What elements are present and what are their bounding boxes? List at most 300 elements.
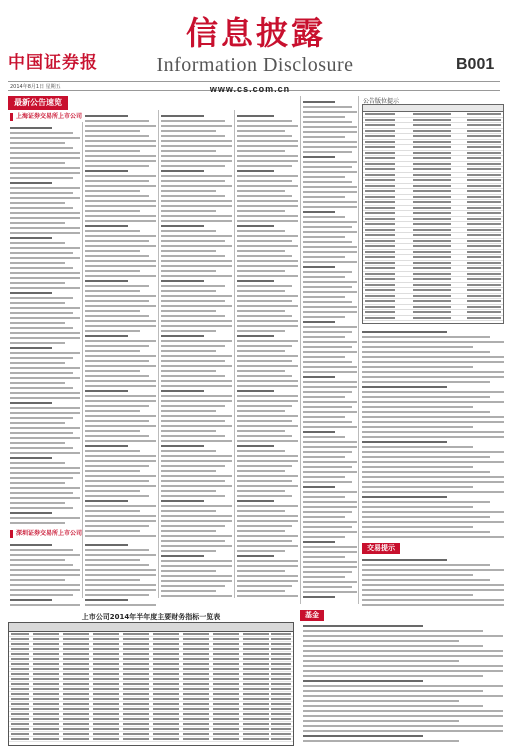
text-line: [10, 579, 65, 581]
text-line: [10, 544, 52, 546]
text-line: [303, 196, 345, 198]
text-line: [303, 735, 423, 737]
page-title: 信息披露: [186, 14, 327, 52]
text-line: [362, 371, 504, 373]
table-cell: [33, 713, 59, 715]
index-cell: [467, 168, 501, 170]
text-line: [237, 350, 285, 352]
text-line: [85, 140, 156, 142]
text-line: [10, 457, 52, 459]
text-line: [10, 247, 80, 249]
table-cell: [63, 668, 89, 670]
table-cell: [213, 713, 239, 715]
column-divider: [158, 110, 159, 598]
text-line: [85, 325, 156, 327]
section-header-shanghai: 上海证券交易所上市公司: [10, 113, 82, 121]
text-line: [10, 187, 80, 189]
text-line: [237, 425, 298, 427]
text-line: [303, 256, 345, 258]
text-line: [85, 345, 149, 347]
text-line: [10, 522, 65, 524]
table-cell: [33, 688, 59, 690]
text-line: [10, 227, 80, 229]
table-cell: [11, 648, 29, 650]
table-cell: [63, 633, 89, 635]
text-line: [237, 365, 298, 367]
text-line: [303, 491, 357, 493]
text-line: [85, 405, 149, 407]
table-cell: [153, 698, 179, 700]
text-line: [10, 422, 65, 424]
trade-tip-text: [362, 556, 504, 609]
table-cell: [11, 633, 29, 635]
text-line: [303, 241, 352, 243]
text-line: [161, 550, 216, 552]
table-cell: [63, 663, 89, 665]
text-line: [10, 417, 73, 419]
table-cell: [213, 643, 239, 645]
index-cell: [365, 251, 395, 253]
text-line: [161, 385, 232, 387]
text-line: [362, 491, 504, 493]
text-line: [85, 125, 156, 127]
text-line: [161, 540, 225, 542]
index-cell: [413, 218, 451, 220]
text-line: [237, 555, 274, 557]
financial-data-table: [8, 622, 294, 746]
text-line: [85, 330, 140, 332]
table-cell: [271, 673, 291, 675]
text-line: [161, 245, 232, 247]
text-line: [161, 315, 225, 317]
text-line: [161, 460, 232, 462]
text-line: [303, 680, 423, 682]
index-cell: [467, 141, 501, 143]
text-line: [303, 311, 357, 313]
section-header-shenzhen: 深圳证券交易所上市公司: [10, 530, 82, 538]
text-line: [10, 287, 80, 289]
text-line: [362, 584, 504, 586]
table-cell: [93, 708, 119, 710]
text-line: [303, 156, 335, 158]
table-cell: [183, 718, 209, 720]
table-cell: [33, 648, 59, 650]
index-cell: [413, 267, 451, 269]
text-line: [237, 440, 298, 442]
table-cell: [93, 713, 119, 715]
text-line: [85, 475, 156, 477]
text-line: [237, 170, 274, 172]
text-line: [161, 240, 225, 242]
text-line: [237, 505, 298, 507]
text-line: [303, 246, 357, 248]
table-cell: [243, 718, 269, 720]
text-line: [303, 635, 503, 637]
text-line: [303, 371, 357, 373]
text-line: [362, 471, 490, 473]
text-line: [303, 416, 345, 418]
text-line: [303, 576, 345, 578]
table-cell: [33, 698, 59, 700]
text-line: [237, 405, 292, 407]
index-cell: [365, 185, 395, 187]
text-line: [237, 180, 292, 182]
text-line: [237, 335, 274, 337]
table-cell: [63, 638, 89, 640]
text-line: [303, 116, 345, 118]
text-line: [237, 410, 285, 412]
table-cell: [243, 728, 269, 730]
index-cell: [467, 267, 501, 269]
text-line: [237, 580, 298, 582]
text-line: [362, 381, 490, 383]
text-line: [303, 506, 357, 508]
text-line: [303, 296, 345, 298]
text-line: [303, 236, 345, 238]
text-line: [362, 501, 490, 503]
text-line: [237, 540, 292, 542]
text-line: [303, 281, 357, 283]
text-line: [10, 554, 80, 556]
index-cell: [365, 218, 395, 220]
text-line: [161, 440, 232, 442]
text-line: [10, 192, 73, 194]
text-line: [85, 310, 140, 312]
text-line: [303, 341, 357, 343]
index-cell: [467, 135, 501, 137]
index-cell: [365, 119, 395, 121]
table-cell: [63, 693, 89, 695]
index-cell: [365, 234, 395, 236]
text-line: [237, 515, 298, 517]
text-line: [237, 385, 298, 387]
table-cell: [271, 703, 291, 705]
table-cell: [183, 688, 209, 690]
text-line: [161, 285, 225, 287]
text-line: [237, 400, 298, 402]
text-line: [161, 525, 225, 527]
table-cell: [11, 653, 29, 655]
text-line: [10, 327, 73, 329]
text-line: [10, 372, 73, 374]
text-line: [161, 305, 232, 307]
index-row: [363, 316, 503, 322]
table-cell: [11, 713, 29, 715]
text-line: [237, 565, 298, 567]
text-line: [303, 261, 357, 263]
text-line: [10, 282, 65, 284]
table-cell: [243, 648, 269, 650]
table-cell: [271, 678, 291, 680]
table-cell: [63, 643, 89, 645]
index-cell: [365, 163, 395, 165]
text-line: [161, 485, 232, 487]
text-line: [10, 232, 80, 234]
text-line: [85, 544, 128, 546]
table-cell: [243, 688, 269, 690]
table-cell: [123, 738, 149, 740]
table-cell: [93, 653, 119, 655]
text-line: [161, 325, 232, 327]
table-cell: [271, 693, 291, 695]
index-cell: [467, 295, 501, 297]
text-line: [161, 575, 232, 577]
website-link[interactable]: www.cs.com.cn: [209, 84, 291, 94]
index-cell: [467, 152, 501, 154]
table-cell: [153, 653, 179, 655]
text-line: [237, 340, 298, 342]
text-line: [237, 320, 298, 322]
text-line: [237, 115, 274, 117]
text-line: [303, 106, 352, 108]
article-column-2b: [85, 541, 156, 609]
text-line: [303, 411, 357, 413]
text-line: [237, 195, 292, 197]
table-cell: [11, 708, 29, 710]
text-line: [303, 221, 357, 223]
text-line: [237, 165, 292, 167]
text-line: [237, 205, 298, 207]
text-line: [303, 181, 352, 183]
text-line: [237, 145, 298, 147]
section-banner-latest: 最新公告速览: [8, 96, 68, 110]
table-cell: [271, 728, 291, 730]
text-line: [237, 530, 285, 532]
table-cell: [153, 633, 179, 635]
text-line: [85, 415, 156, 417]
text-line: [303, 321, 335, 323]
text-line: [161, 330, 216, 332]
table-cell: [243, 638, 269, 640]
text-line: [10, 402, 52, 404]
table-cell: [153, 658, 179, 660]
text-line: [362, 521, 504, 523]
table-cell: [63, 718, 89, 720]
text-line: [303, 251, 357, 253]
text-line: [85, 205, 156, 207]
text-line: [303, 481, 352, 483]
text-line: [10, 132, 73, 134]
text-line: [303, 625, 423, 627]
text-line: [10, 382, 65, 384]
table-cell: [33, 658, 59, 660]
index-cell: [467, 311, 501, 313]
text-line: [85, 554, 156, 556]
text-line: [237, 360, 292, 362]
text-line: [10, 604, 80, 606]
table-cell: [93, 658, 119, 660]
text-line: [237, 475, 298, 477]
table-cell: [11, 693, 29, 695]
table-cell: [183, 693, 209, 695]
text-line: [237, 560, 298, 562]
index-cell: [467, 306, 501, 308]
text-line: [85, 235, 156, 237]
index-cell: [467, 190, 501, 192]
text-line: [161, 510, 216, 512]
table-cell: [153, 688, 179, 690]
table-cell: [93, 698, 119, 700]
table-cell: [243, 693, 269, 695]
table-cell: [183, 733, 209, 735]
table-cell: [93, 678, 119, 680]
text-line: [10, 197, 80, 199]
text-line: [362, 431, 504, 433]
index-cell: [365, 223, 395, 225]
table-cell: [271, 718, 291, 720]
text-line: [303, 571, 352, 573]
text-line: [303, 486, 335, 488]
text-line: [303, 206, 357, 208]
text-line: [10, 277, 80, 279]
table-cell: [123, 708, 149, 710]
text-line: [161, 435, 225, 437]
text-line: [303, 366, 357, 368]
text-line: [161, 475, 232, 477]
index-cell: [467, 234, 501, 236]
text-line: [161, 200, 232, 202]
text-line: [10, 167, 80, 169]
text-line: [85, 485, 156, 487]
index-cell: [365, 311, 395, 313]
index-cell: [467, 223, 501, 225]
text-line: [303, 401, 357, 403]
text-line: [85, 170, 128, 172]
table-cell: [11, 663, 29, 665]
table-cell: [213, 648, 239, 650]
text-line: [303, 436, 345, 438]
table-cell: [213, 733, 239, 735]
index-cell: [413, 124, 451, 126]
text-line: [237, 140, 298, 142]
table-cell: [271, 713, 291, 715]
text-line: [161, 340, 232, 342]
index-title: 公告版位提示: [363, 98, 400, 105]
text-line: [303, 700, 459, 702]
table-cell: [271, 708, 291, 710]
table-cell: [33, 673, 59, 675]
table-cell: [153, 708, 179, 710]
index-cell: [413, 185, 451, 187]
index-cell: [413, 317, 451, 319]
text-line: [85, 385, 156, 387]
text-line: [161, 230, 216, 232]
text-line: [10, 507, 73, 509]
text-line: [10, 212, 80, 214]
text-line: [161, 445, 204, 447]
table-cell: [271, 688, 291, 690]
table-cell: [243, 733, 269, 735]
text-line: [161, 425, 232, 427]
text-line: [237, 445, 274, 447]
text-line: [10, 317, 80, 319]
text-line: [362, 604, 504, 606]
table-cell: [63, 673, 89, 675]
text-line: [161, 570, 216, 572]
index-cell: [365, 141, 395, 143]
text-line: [237, 230, 285, 232]
text-line: [85, 145, 156, 147]
table-cell: [123, 658, 149, 660]
text-line: [362, 411, 490, 413]
text-line: [237, 185, 298, 187]
text-line: [303, 695, 503, 697]
index-cell: [413, 190, 451, 192]
table-cell: [183, 698, 209, 700]
text-line: [85, 360, 149, 362]
text-line: [237, 265, 298, 267]
text-line: [303, 406, 352, 408]
table-cell: [33, 728, 59, 730]
text-line: [10, 332, 80, 334]
text-line: [362, 531, 490, 533]
index-cell: [467, 157, 501, 159]
text-line: [303, 161, 357, 163]
table-cell: [11, 683, 29, 685]
text-line: [10, 252, 73, 254]
text-line: [85, 430, 140, 432]
text-line: [362, 564, 490, 566]
table-cell: [153, 663, 179, 665]
text-line: [161, 405, 225, 407]
text-line: [10, 427, 80, 429]
text-line: [303, 151, 352, 153]
index-cell: [413, 207, 451, 209]
text-line: [10, 362, 65, 364]
index-cell: [365, 229, 395, 231]
text-line: [303, 171, 357, 173]
text-line: [85, 589, 156, 591]
text-line: [362, 461, 504, 463]
text-line: [85, 574, 156, 576]
table-cell: [153, 718, 179, 720]
text-line: [303, 226, 352, 228]
text-line: [85, 220, 156, 222]
text-line: [362, 386, 447, 388]
article-column-4: [237, 112, 298, 600]
text-line: [303, 511, 352, 513]
text-line: [85, 525, 149, 527]
text-line: [10, 412, 80, 414]
index-cell: [413, 273, 451, 275]
text-line: [10, 357, 73, 359]
table-cell: [243, 678, 269, 680]
text-line: [362, 341, 504, 343]
text-line: [161, 205, 232, 207]
table-cell: [11, 738, 29, 740]
text-line: [161, 260, 232, 262]
index-cell: [365, 317, 395, 319]
index-cell: [467, 130, 501, 132]
index-cell: [467, 256, 501, 258]
text-line: [161, 170, 204, 172]
text-line: [10, 217, 80, 219]
text-line: [85, 270, 140, 272]
index-cell: [467, 185, 501, 187]
text-line: [10, 447, 73, 449]
text-line: [10, 182, 52, 184]
index-cell: [413, 245, 451, 247]
table-cell: [271, 733, 291, 735]
text-line: [85, 210, 140, 212]
text-line: [303, 596, 335, 598]
text-line: [85, 500, 128, 502]
text-line: [161, 375, 225, 377]
table-cell: [271, 638, 291, 640]
text-line: [362, 376, 504, 378]
text-line: [237, 430, 285, 432]
table-cell: [33, 683, 59, 685]
